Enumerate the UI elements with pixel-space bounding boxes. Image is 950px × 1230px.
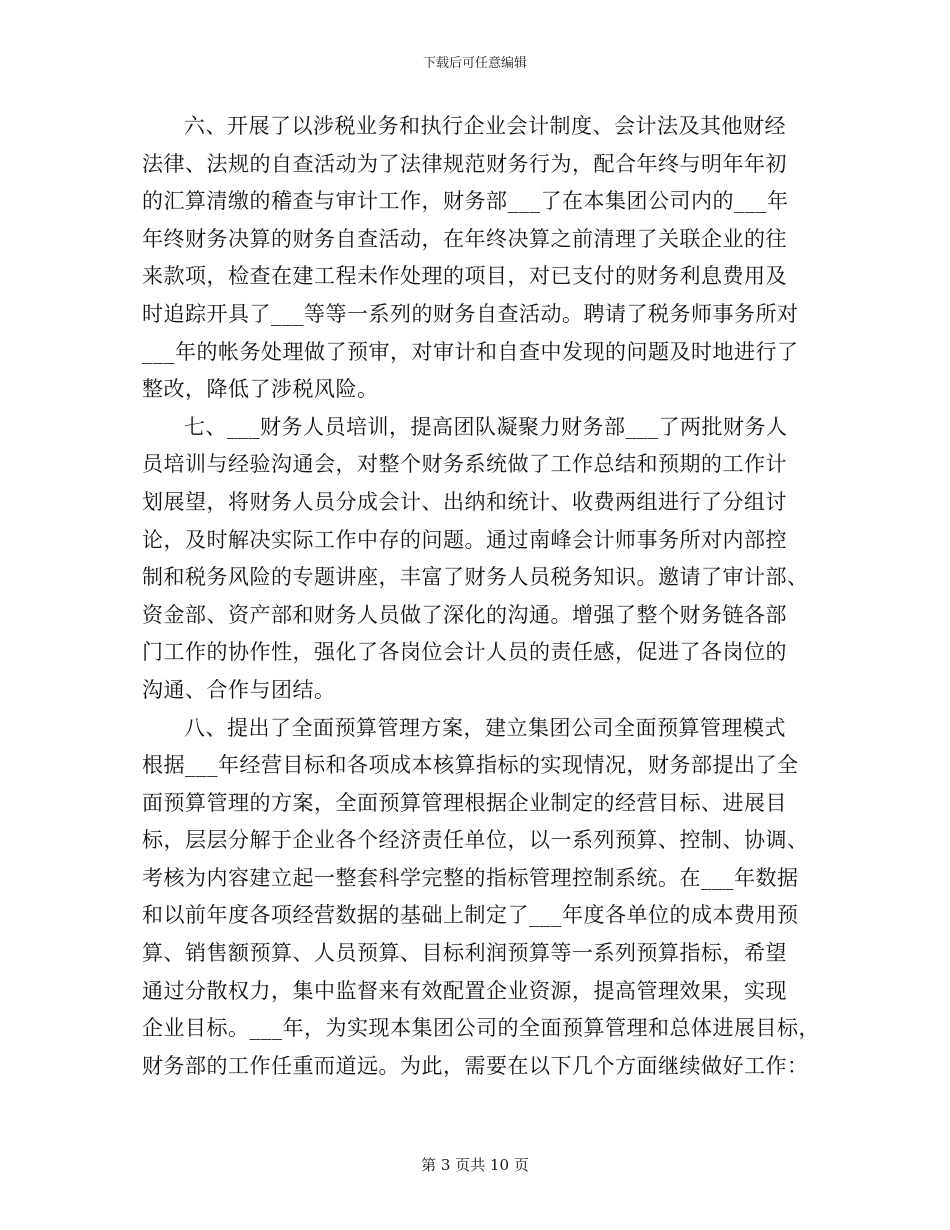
text-line: 资金部、资产部和财务人员做了深化的沟通。增强了整个财务链各部 — [142, 602, 787, 627]
text-line: 标，层层分解于企业各个经济责任单位，以一系列预算、控制、协调、 — [142, 828, 809, 853]
text-line: 考核为内容建立起一整套科学完整的指标管理控制系统。在___年数据 — [142, 865, 799, 890]
text-line: 六、开展了以涉税业务和执行企业会计制度、会计法及其他财经 — [184, 114, 786, 138]
text-line: 来款项，检查在建工程未作处理的项目，对已支付的财务利息费用及 — [142, 264, 787, 289]
text-line: 门工作的协作性，强化了各岗位会计人员的责任感，促进了各岗位的 — [142, 640, 787, 665]
text-line: 八、提出了全面预算管理方案，建立集团公司全面预算管理模式 — [184, 715, 786, 740]
text-line: 年终财务决算的财务自查活动，在年终决算之前清理了关联企业的往 — [142, 226, 787, 251]
text-line: 制和税务风险的专题讲座，丰富了财务人员税务知识。邀请了审计部、 — [142, 565, 809, 590]
text-line: 和以前年度各项经营数据的基础上制定了___年度各单位的成本费用预 — [142, 903, 799, 928]
text-line: 整改，降低了涉税风险。 — [142, 377, 379, 402]
text-line: 法律、法规的自查活动为了法律规范财务行为，配合年终与明年年初 — [142, 151, 787, 176]
text-line: 论，及时解决实际工作中存的问题。通过南峰会计师事务所对内部控 — [142, 527, 787, 552]
page-header: 下载后可任意编辑 — [422, 56, 527, 71]
text-line: 沟通、合作与团结。 — [142, 677, 336, 702]
text-line: 通过分散权力，集中监督来有效配置企业资源，提高管理效果，实现 — [142, 978, 787, 1003]
page-number: 第 3 页共 10 页 — [421, 1156, 529, 1174]
text-line: 员培训与经验沟通会，对整个财务系统做了工作总结和预期的工作计 — [142, 452, 787, 477]
paragraph-8 — [142, 710, 820, 1086]
paragraph-6 — [142, 108, 802, 409]
text-line: 划展望，将财务人员分成会计、出纳和统计、收费两组进行了分组讨 — [142, 489, 787, 514]
text-line: 算、销售额预算、人员预算、目标利润预算等一系列预算指标，希望 — [142, 941, 787, 966]
text-line: 的汇算清缴的稽查与审计工作，财务部___了在本集团公司内的___年 — [142, 189, 789, 214]
paragraph-7 — [142, 409, 809, 710]
text-line: 企业目标。___年，为实现本集团公司的全面预算管理和总体进展目标， — [142, 1016, 820, 1041]
text-line: 根据___年经营目标和各项成本核算指标的实现情况，财务部提出了全 — [142, 753, 799, 778]
text-line: 七、___财务人员培训，提高团队凝聚力财务部___了两批财务人 — [184, 414, 788, 439]
text-line: ___年的帐务处理做了预审，对审计和自查中发现的问题及时地进行了 — [142, 339, 799, 364]
document-body — [142, 108, 820, 1085]
text-line: 面预算管理的方案，全面预算管理根据企业制定的经营目标、进展目 — [142, 790, 787, 815]
text-line: 时追踪开具了___等等一系列的财务自查活动。聘请了税务师事务所对 — [142, 301, 799, 326]
text-line: 财务部的工作任重而道远。为此，需要在以下几个方面继续做好工作： — [142, 1053, 809, 1078]
